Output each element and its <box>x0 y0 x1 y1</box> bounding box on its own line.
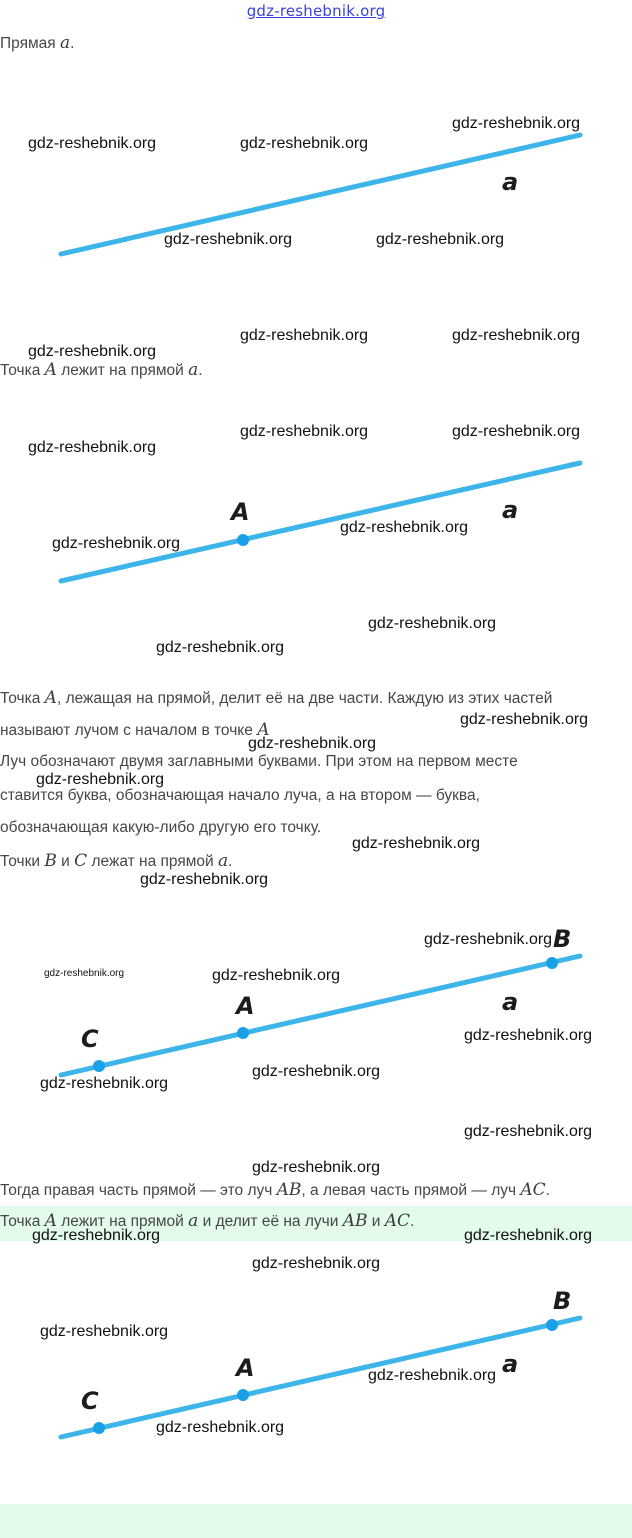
watermark: gdz-reshebnik.org <box>40 1323 169 1340</box>
watermark: gdz-reshebnik.org <box>464 1227 593 1244</box>
watermark: gdz-reshebnik.org <box>28 135 157 152</box>
point-label-c: C <box>81 1025 99 1053</box>
watermark: gdz-reshebnik.org <box>424 931 553 948</box>
point-label-a: A <box>231 498 250 526</box>
paragraph-line-4: ставится буква, обозначающая начало луча, а на втором — буква, <box>0 787 480 804</box>
paragraph-line-2: называют лучом с началом в точке A <box>0 720 270 740</box>
line-label-a: a <box>502 168 519 196</box>
watermark: gdz-reshebnik.org <box>156 1419 285 1436</box>
watermark: gdz-reshebnik.org <box>252 1159 381 1176</box>
watermark: gdz-reshebnik.org <box>36 771 165 788</box>
watermark: gdz-reshebnik.org <box>464 1123 593 1140</box>
paragraph-line-5: обозначающая какую-либо другую его точку. <box>0 819 322 836</box>
watermark: gdz-reshebnik.org <box>464 1027 593 1044</box>
watermark: gdz-reshebnik.org <box>452 327 581 344</box>
caption-line-a: Прямая a. <box>0 33 75 53</box>
line-label-a: a <box>502 988 519 1016</box>
point-c-dot <box>93 1422 105 1434</box>
highlight-band-bottom <box>0 1504 632 1538</box>
watermark: gdz-reshebnik.org <box>252 1063 381 1080</box>
watermark: gdz-reshebnik.org <box>452 115 581 132</box>
point-label-c: C <box>81 1387 99 1415</box>
figure-point-a <box>0 440 632 600</box>
watermark: gdz-reshebnik.org <box>28 343 157 360</box>
watermark: gdz-reshebnik.org <box>156 639 285 656</box>
watermark: gdz-reshebnik.org <box>44 968 125 979</box>
figure-rays-ab-ac <box>0 1282 632 1452</box>
paragraph-line-1: Точка A, лежащая на прямой, делит её на две части. Каждую из этих частей <box>0 688 553 708</box>
caption-point-on-line: Точка A лежит на прямой a. <box>0 360 203 380</box>
watermark: gdz-reshebnik.org <box>352 835 481 852</box>
watermark: gdz-reshebnik.org <box>28 439 157 456</box>
paragraph-line-3: Луч обозначают двумя заглавными буквами. При этом на первом месте <box>0 753 518 770</box>
watermark: gdz-reshebnik.org <box>376 231 505 248</box>
watermark: gdz-reshebnik.org <box>340 519 469 536</box>
site-link[interactable]: gdz-reshebnik.org <box>246 2 386 20</box>
line-label-a: a <box>502 1350 519 1378</box>
watermark: gdz-reshebnik.org <box>452 423 581 440</box>
watermark: gdz-reshebnik.org <box>212 967 341 984</box>
point-label-b: B <box>553 1287 572 1315</box>
watermark: gdz-reshebnik.org <box>368 615 497 632</box>
caption-rays: Тогда правая часть прямой — это луч AB, а левая часть прямой — луч AC. <box>0 1180 550 1200</box>
watermark: gdz-reshebnik.org <box>252 1255 381 1272</box>
point-a-dot <box>237 1027 249 1039</box>
point-label-b: B <box>553 925 572 953</box>
point-b-dot <box>546 1319 558 1331</box>
line-label-a: a <box>502 496 519 524</box>
watermark: gdz-reshebnik.org <box>240 135 369 152</box>
watermark: gdz-reshebnik.org <box>32 1227 161 1244</box>
watermark: gdz-reshebnik.org <box>368 1367 497 1384</box>
caption-points-b-c: Точки B и C лежат на прямой a. <box>0 851 233 871</box>
point-a-dot <box>237 534 249 546</box>
point-b-dot <box>546 957 558 969</box>
watermark: gdz-reshebnik.org <box>52 535 181 552</box>
watermark: gdz-reshebnik.org <box>240 423 369 440</box>
point-c-dot <box>93 1060 105 1072</box>
point-a-dot <box>237 1389 249 1401</box>
caption-rays-summary: Точка A лежит на прямой a и делит её на лучи AB и AC. <box>0 1211 415 1231</box>
watermark: gdz-reshebnik.org <box>140 871 269 888</box>
watermark: gdz-reshebnik.org <box>40 1075 169 1092</box>
point-label-a: A <box>236 1354 255 1382</box>
watermark: gdz-reshebnik.org <box>460 711 589 728</box>
point-label-a: A <box>236 992 255 1020</box>
watermark: gdz-reshebnik.org <box>240 327 369 344</box>
watermark: gdz-reshebnik.org <box>164 231 293 248</box>
watermark: gdz-reshebnik.org <box>248 735 377 752</box>
